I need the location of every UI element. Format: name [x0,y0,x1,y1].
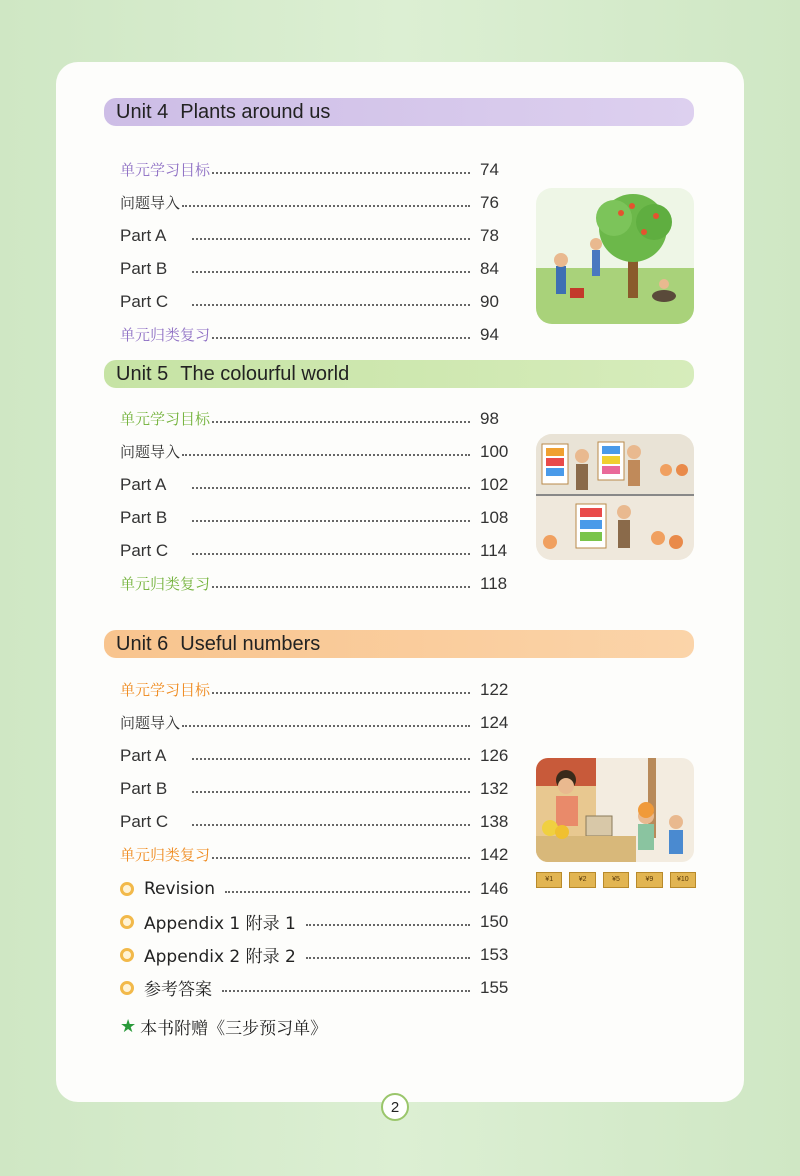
dot-leader [212,586,470,588]
entry-page: 114 [480,540,508,560]
entry-label: Part A [120,745,167,765]
entry-page: 74 [480,159,499,179]
dot-leader [192,271,470,273]
unit-5-illustration [536,434,694,560]
toc-entry[interactable] [120,772,520,805]
entry-page: 108 [480,507,509,527]
entry-label: 单元学习目标 [120,410,211,428]
unit-5-toc [120,402,520,600]
price-tag: ¥2 [569,872,595,888]
entry-label: Part A [120,225,167,245]
dot-leader [212,692,470,694]
extra-entry[interactable] [120,938,520,971]
unit-5-header[interactable] [104,360,694,388]
dot-leader [182,725,470,727]
toc-entry[interactable] [120,706,520,739]
circle-bullet-icon [120,882,134,896]
entry-page: 84 [480,258,499,278]
unit-number: Unit 5 [116,362,169,385]
unit-number: Unit 6 [116,632,169,655]
unit-6-header[interactable] [104,630,694,658]
entry-page: 102 [480,474,509,494]
dot-leader [212,421,470,423]
entry-page: 76 [480,192,499,212]
extra-sections [120,872,520,1004]
shop-scene-illustration [536,758,694,862]
circle-bullet-icon [120,948,134,962]
toc-entry[interactable] [120,219,520,252]
price-tag: ¥5 [603,872,629,888]
entry-label: 单元学习目标 [120,681,211,699]
toc-entry[interactable] [120,838,520,871]
toc-entry[interactable] [120,318,520,351]
entry-label: 问题导入 [120,714,181,732]
unit-title: The colourful world [180,362,350,385]
dot-leader [192,487,470,489]
unit-title: Useful numbers [180,632,321,655]
price-tag: ¥1 [536,872,562,888]
extra-label: 参考答案 [144,980,212,1000]
entry-page: 132 [480,778,509,798]
dot-leader [212,172,470,174]
dot-leader [182,454,470,456]
entry-label: 单元归类复习 [120,326,211,344]
entry-page: 94 [480,324,499,344]
toc-entry[interactable] [120,435,520,468]
page-number: 2 [381,1093,409,1121]
unit-4-header[interactable] [104,98,694,126]
entry-page: 124 [480,712,509,732]
toc-entry[interactable] [120,186,520,219]
entry-page: 142 [480,844,509,864]
toc-entry[interactable] [120,567,520,600]
dot-leader [192,238,470,240]
dot-leader [212,857,470,859]
entry-label: 单元学习目标 [120,161,211,179]
dot-leader [192,304,470,306]
entry-page: 90 [480,291,499,311]
entry-label: 单元归类复习 [120,846,211,864]
dot-leader [306,957,470,959]
circle-bullet-icon [120,981,134,995]
toc-entry[interactable] [120,402,520,435]
entry-page: 122 [480,679,509,699]
entry-page: 118 [480,573,508,593]
entry-label: 问题导入 [120,443,181,461]
unit-4-toc [120,153,520,351]
extra-page: 153 [480,944,509,964]
price-tag: ¥10 [670,872,696,888]
toc-entry[interactable] [120,252,520,285]
entry-page: 126 [480,745,509,765]
unit-6-toc [120,673,520,871]
dot-leader [192,520,470,522]
price-tag-row [536,872,696,888]
entry-label: Part C [120,291,169,311]
unit-title: Plants around us [180,100,331,123]
toc-entry[interactable] [120,534,520,567]
entry-page: 78 [480,225,499,245]
toc-entry[interactable] [120,285,520,318]
entry-page: 138 [480,811,509,831]
bonus-note [120,1014,327,1039]
entry-label: 问题导入 [120,194,181,212]
tree-scene-illustration [536,188,694,324]
extra-label: Appendix 1 附录 1 [144,914,296,934]
dot-leader [192,791,470,793]
extra-entry[interactable] [120,905,520,938]
unit-6-illustration [536,758,694,862]
extra-page: 150 [480,911,509,931]
entry-label: Part C [120,540,169,560]
entry-label: Part B [120,507,168,527]
extra-entry[interactable] [120,971,520,1004]
toc-entry[interactable] [120,501,520,534]
toc-entry[interactable] [120,739,520,772]
entry-label: Part C [120,811,169,831]
star-icon: ★ [120,1016,137,1037]
entry-page: 100 [480,441,509,461]
entry-label: 单元归类复习 [120,575,211,593]
entry-label: Part B [120,778,168,798]
entry-label: Part B [120,258,168,278]
extra-page: 155 [480,977,509,997]
bonus-text: 本书附赠《三步预习单》 [140,1019,328,1039]
dot-leader [192,758,470,760]
extra-label: Appendix 2 附录 2 [144,947,296,967]
extra-label: Revision [144,878,216,899]
circle-bullet-icon [120,915,134,929]
price-tag: ¥9 [636,872,662,888]
extra-entry[interactable] [120,872,520,905]
extra-page: 146 [480,878,509,898]
toc-entry[interactable] [120,153,520,186]
toc-entry[interactable] [120,805,520,838]
dot-leader [306,924,470,926]
entry-label: Part A [120,474,167,494]
dot-leader [192,553,470,555]
dot-leader [225,891,470,893]
unit-number: Unit 4 [116,100,169,123]
toc-entry[interactable] [120,673,520,706]
dot-leader [192,824,470,826]
toc-entry[interactable] [120,468,520,501]
painting-class-illustration [536,434,694,560]
dot-leader [182,205,470,207]
toc-page [56,62,744,1116]
dot-leader [222,990,470,992]
dot-leader [212,337,470,339]
unit-4-illustration [536,188,694,324]
entry-page: 98 [480,408,499,428]
